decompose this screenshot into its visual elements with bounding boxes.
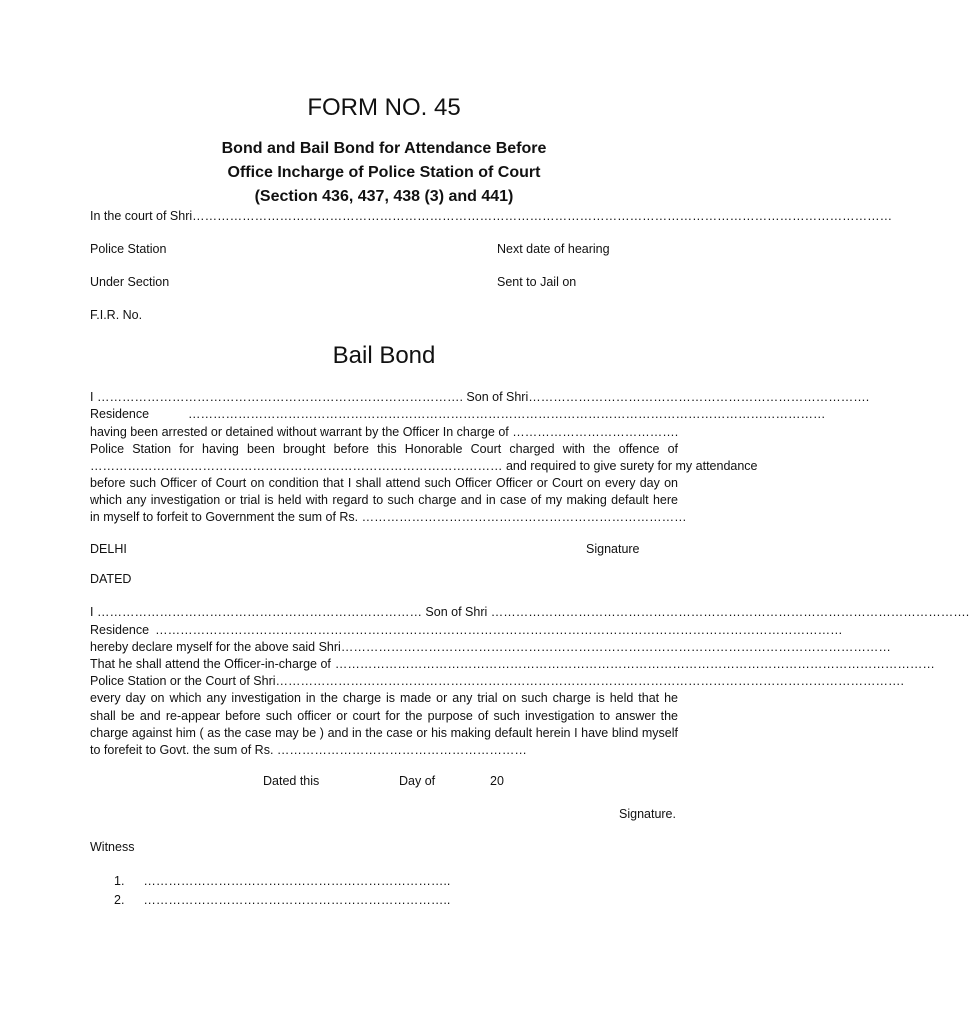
- bail-bond-heading: Bail Bond: [332, 342, 436, 369]
- bail-bond-line-7: which any investigation or trial is held with regard to such charge and in case of my making default here: [90, 493, 678, 507]
- residence-label: Residence: [90, 407, 150, 421]
- form-subtitle-line-1: Bond and Bail Bond for Attendance Before: [221, 140, 547, 157]
- next-hearing-label: Next date of hearing: [497, 242, 610, 256]
- police-station-label: Police Station: [90, 242, 167, 256]
- surety-line-3: [90, 640, 891, 654]
- form-title: FORM NO. 45: [307, 94, 461, 121]
- surety-residence-field: …………………………………………………………………………………………………………………………………………………: [155, 623, 843, 637]
- surety-signature-label: Signature.: [619, 807, 676, 821]
- bail-bond-line-3: having been arrested or detained without warrant by the Officer In charge of ………………………………….: [90, 425, 679, 439]
- witness-field: ………………………………………………………………..: [143, 874, 451, 888]
- court-of-shri-label: Police Station or the Court of Shri: [90, 674, 276, 688]
- surety-line-1: [90, 605, 969, 619]
- form-subtitle-line-2: Office Incharge of Police Station of Court: [227, 164, 541, 181]
- residence-field: ………………………………………………………………………………………………………………………………………: [188, 407, 826, 421]
- bail-bond-line-1: [90, 390, 870, 404]
- witness-number: 1.: [114, 874, 125, 888]
- under-section-label: Under Section: [90, 275, 170, 289]
- court-of-shri-field: In the court of Shri……………………………………………………………………………………………………………………………………………………: [90, 209, 893, 223]
- place-delhi: DELHI: [90, 542, 127, 556]
- year-label: 20: [490, 774, 504, 788]
- witness-field: ………………………………………………………………..: [143, 893, 451, 907]
- surety-father-field: …………………………………………………………………………………………………….: [490, 605, 969, 619]
- dated-this-label: Dated this: [263, 774, 320, 788]
- form-subtitle-line-3: (Section 436, 437, 438 (3) and 441): [254, 188, 514, 205]
- surety-line-6: every day on which any investigation in the charge is made or any trial on such charge is held that he: [90, 691, 678, 705]
- fir-number-label: F.I.R. No.: [90, 308, 143, 322]
- surety-line-7: shall be and re-appear before such officer or court for the purpose of such investigation to answer the: [90, 709, 678, 723]
- surety-line-9: to forefeit to Govt. the sum of Rs. ……………………………………………………: [90, 743, 527, 757]
- applicant-father-field: Son of Shri……………………………………………………………………….: [466, 390, 870, 404]
- bail-bond-line-4: Police Station for having been brought before this Honorable Court charged with the offence of: [90, 442, 678, 456]
- court-of-shri-surety-field: …………………………………………………………………………………………………………………………………….: [275, 674, 904, 688]
- bail-bond-line-6: before such Officer of Court on condition that I shall attend such Officer Officer or Court on every day on: [90, 476, 678, 490]
- declare-field: ……………………………………………………………………………………………………………………: [340, 640, 891, 654]
- declare-label: hereby declare myself for the above said Shri: [90, 640, 341, 654]
- attend-officer-label: That he shall attend the Officer-in-charge of: [90, 657, 331, 671]
- surety-residence-row: [90, 623, 843, 637]
- surety-line-5: [90, 674, 904, 688]
- surety-name-field: I …………………………………………………………………… Son of Shri: [90, 605, 488, 619]
- surety-line-8: charge against him ( as the case may be ) and in the case or his making default herein I have blind myself: [90, 726, 678, 740]
- bail-bond-line-8: in myself to forfeit to Government the sum of Rs. ……………………………………………………………………: [90, 510, 687, 524]
- sent-to-jail-label: Sent to Jail on: [497, 275, 577, 289]
- witness-number: 2.: [114, 893, 125, 907]
- bail-bond-line-5: ……………………………………………………………………………………… and required to give surety for my attendance: [90, 459, 758, 473]
- witness-item: [114, 874, 450, 888]
- applicant-name-field: I …………………………………………………………………………….: [90, 390, 463, 404]
- dated-label: DATED: [90, 572, 132, 586]
- surety-line-4: [90, 657, 935, 671]
- surety-residence-label: Residence: [90, 623, 150, 637]
- day-of-label: Day of: [399, 774, 436, 788]
- bail-bond-residence-row: [90, 407, 826, 421]
- applicant-signature-label: Signature: [586, 542, 640, 556]
- attend-officer-field: ………………………………………………………………………………………………………………………………: [334, 657, 935, 671]
- witness-label: Witness: [90, 840, 135, 854]
- witness-item: [114, 893, 450, 907]
